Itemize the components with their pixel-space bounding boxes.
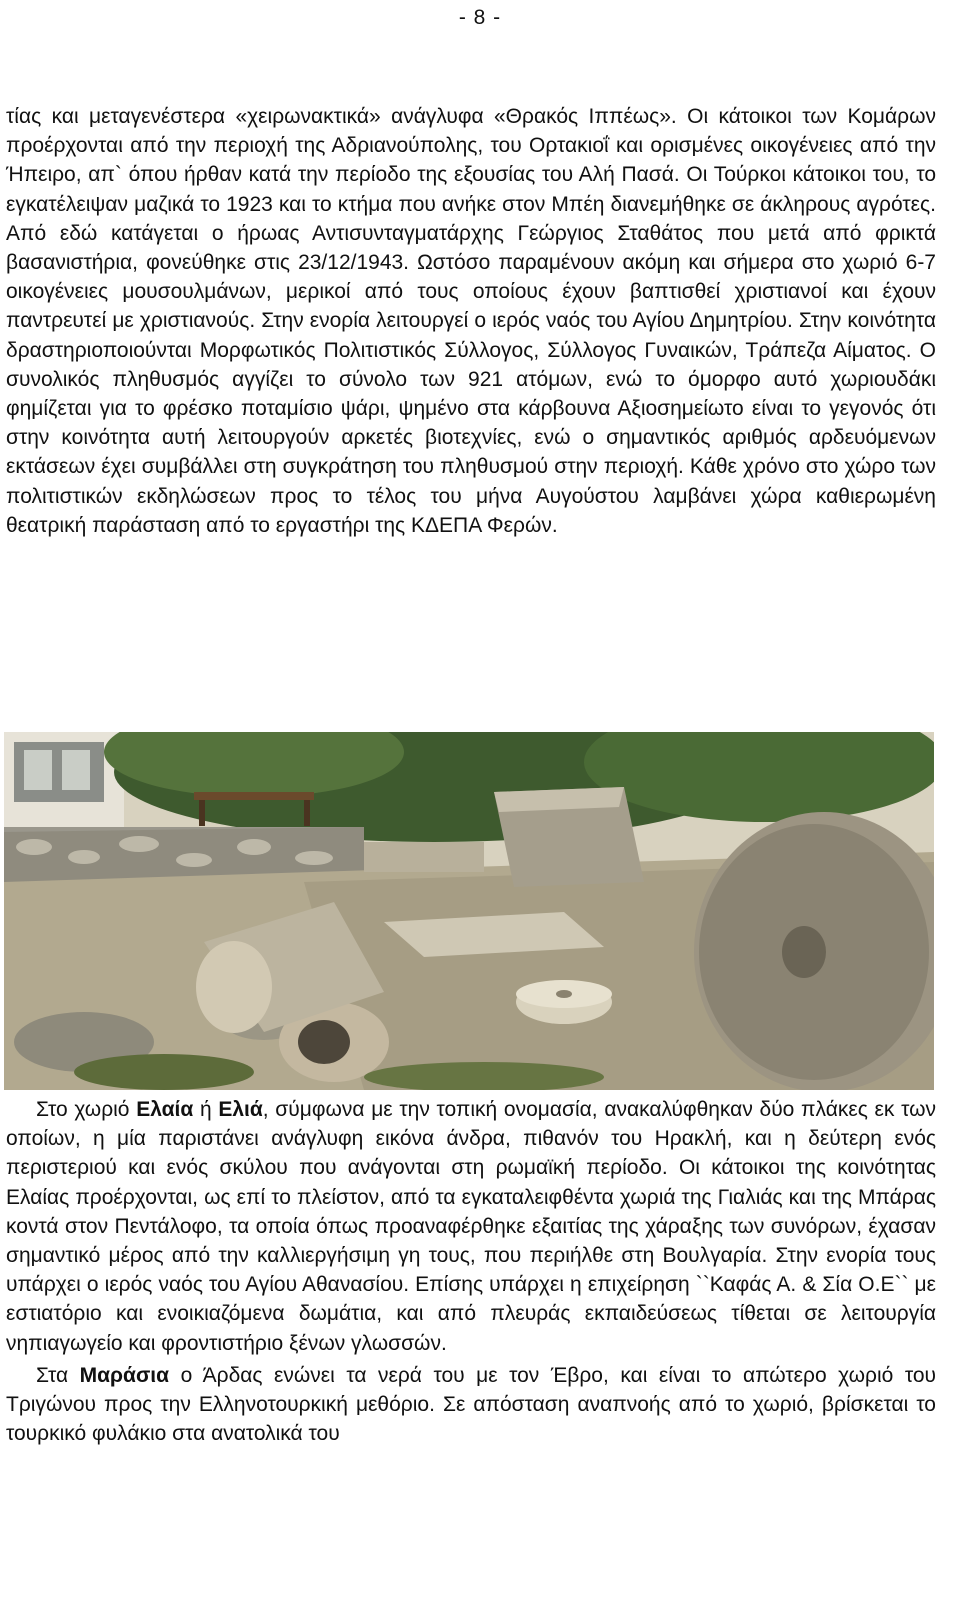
elaia-lead: Στο χωριό	[36, 1098, 137, 1121]
elaia-mid: ή	[193, 1098, 219, 1121]
paragraph-komara: τίας και μεταγενέστερα «χειρωνακτικά» ανάγλυφα «Θρακός Ιππέως». Οι κάτοικοι των Κομάρων προέρχονται από την περιοχή της Αδριανούπολης, του Ορτακιοΐ και ορισμένες οικογένειες από την Ήπειρο, απ` όπου ήρθαν κατά την περίοδο της εξουσίας του Αλή Πασά. Οι Τούρκοι κάτοικοι του, το εγκατέλειψαν μαζικά το 1923 και το κτήμα που ανήκε στον Μπέη διανεμήθηκε σε άκληρους αγρότες. Από εδώ κατάγεται ο ήρωας Αντισυνταγματάρχης Γεώργιος Σταθάτος που μετά από φρικτά βασανιστήρια, φονεύθηκε στις 23/12/1943. Ωστόσο παραμένουν ακόμη και σήμερα στο χωριό 6-7 οικογένειες μουσουλμάνων, μερικοί από τους οποίους έχουν βαπτισθεί χριστιανοί και έχουν παντρευτεί με χριστιανούς. Στην ενορία λειτουργεί ο ιερός ναός του Αγίου Δημητρίου. Στην κοινότητα δραστηριοποιούνται Μορφωτικός Πολιτιστικός Σύλλογος, Σύλλογος Γυναικών, Τράπεζα Αίματος. Ο συνολικός πληθυσμός αγγίζει το σύνολο των 921 ατόμων, ενώ το όμορφο αυτό χωριουδάκι φημίζεται για το φρέσκο ποταμίσιο ψάρι, ψημένο στα κάρβουνα Αξιοσημείωτο είναι το γεγονός ότι στην κοινότητα αυτή λειτουργούν αρκετές βιοτεχνίες, ενώ ο σημαντικός αριθμός αρδευόμενων εκτάσεων έχει συμβάλλει στη συγκράτηση του πληθυσμού στην περιοχή. Κάθε χρόνο στο χώρο των πολιτιστικών εκδηλώσεων προς το τέλος του μήνα Αυγούστου λαμβάνει χώρα καθιερωμένη θεατρική παράσταση από το εργαστήρι της ΚΔΕΠΑ Φερών.	[6, 105, 936, 537]
marasia-name-bold: Μαράσια	[79, 1363, 170, 1387]
text-block-komara	[6, 102, 936, 540]
marasia-rest: ο Άρδας ενώνει τα νερά του με τον Έβρο, και είναι το απώτερο χωριό του Τριγώνου προς την Ελληνοτουρκική μεθόριο. Σε απόσταση αναπνοής από το χωριό, βρίσκεται το τουρκικό φυλάκιο στα ανατολικά του	[6, 1363, 936, 1446]
page-number: - 8 -	[458, 6, 502, 29]
elaia-rest: , σύμφωνα με την τοπική ονομασία, ανακαλύφθηκαν δύο πλάκες εκ των οποίων, η μία παριστάνει ανάγλυφη εικόνα άνδρα, πιθανόν του Ηρακλή, και η δεύτερη ενός περιστεριού και ενός σκύλου που ανάγονται στη ρωμαϊκή περίοδο. Οι κάτοικοι της κοινότητας Ελαίας προέρχονται, ως επί το πλείστον, από τα εγκαταλειφθέντα χωριά της Γιαλιάς και της Μπάρας κοντά στον Πεντάλοφο, τα οποία όπως προαναφέρθηκε εξαιτίας της χάραξης των συνόρων, έχασαν σημαντικό μέρος από την καλλιεργήσιμη γη τους, που περιήλθε στη Βουλγαρία. Στην ενορία τους υπάρχει ο ιερός ναός του Αγίου Αθανασίου. Επίσης υπάρχει η επιχείρηση ``Καφάς Α. & Σία Ο.Ε`` με εστιατόριο και ενοικιαζόμενα δωμάτια, και από πλευράς εκπαιδεύσεως τίθεται σε λειτουργία νηπιαγωγείο και φροντιστήριο ξένων γλωσσών.	[6, 1098, 936, 1355]
text-block-elaia-marasia	[6, 1095, 936, 1448]
elaia-name-bold: Ελαία	[136, 1098, 194, 1121]
elia-name-bold: Ελιά	[218, 1098, 263, 1121]
photo-millstones	[4, 732, 934, 1090]
paragraph-marasia	[6, 1361, 936, 1449]
marasia-lead: Στα	[36, 1363, 80, 1387]
paragraph-elaia	[6, 1095, 936, 1358]
